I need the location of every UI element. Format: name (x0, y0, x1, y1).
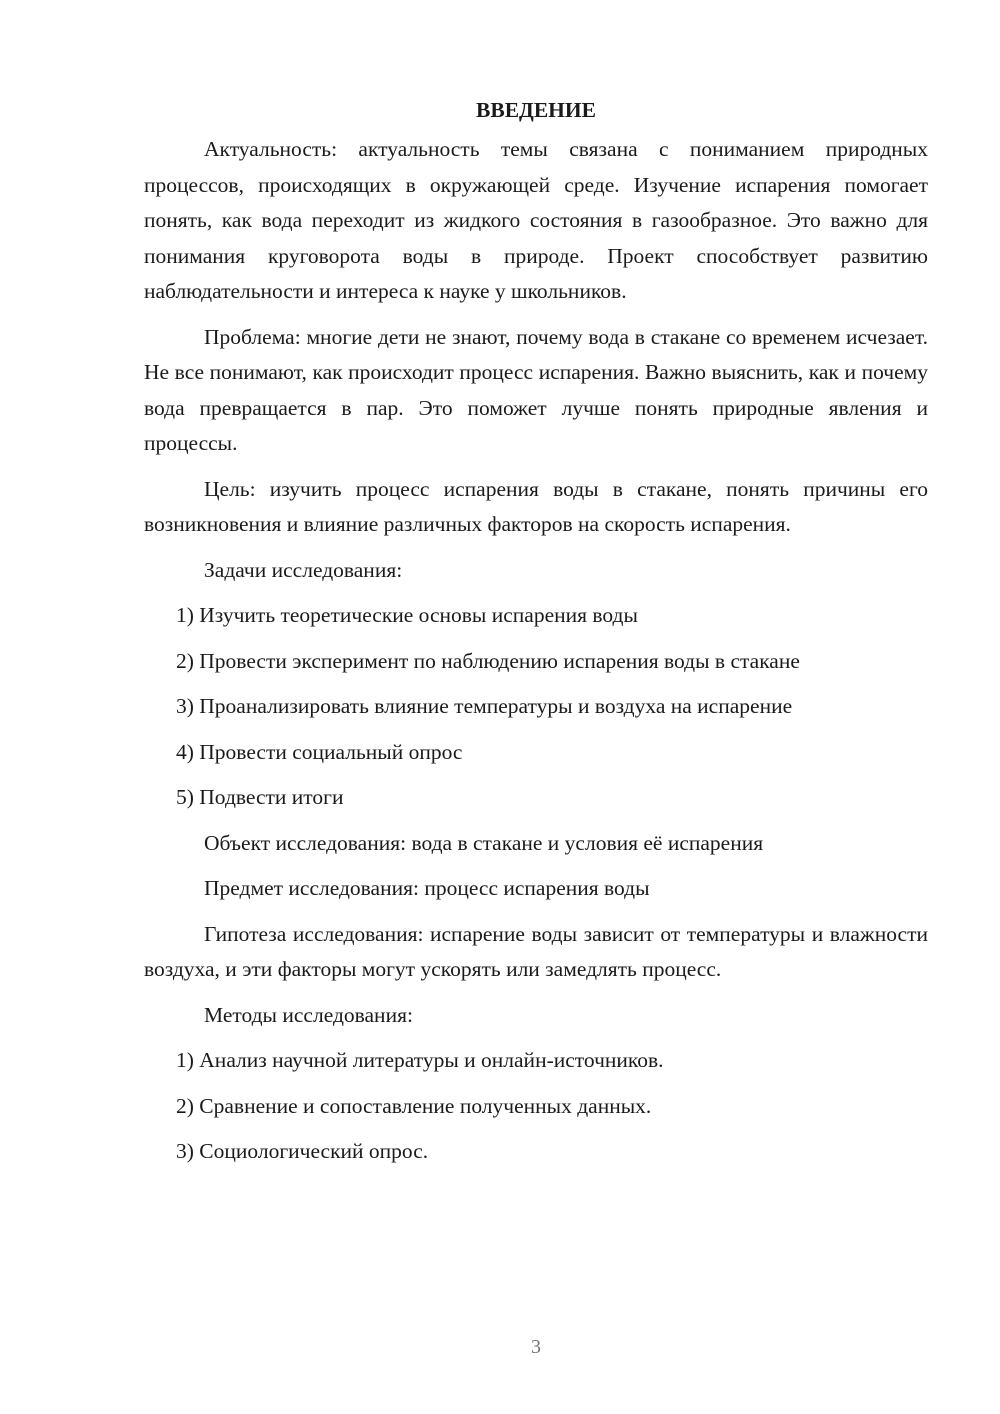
list-item: 2) Провести эксперимент по наблюдению испарения воды в стакане (176, 648, 800, 673)
tasks-list (144, 598, 928, 816)
page-number: 3 (531, 1336, 541, 1358)
list-item: 3) Социологический опрос. (176, 1139, 429, 1163)
object-paragraph: Объект исследования: вода в стакане и условия её испарения (204, 830, 764, 855)
problem-paragraph: Проблема: многие дети не знают, почему вода в стакане со временем исчезает. Не все понимают, как происходит процесс испарения. Важно выяснить, как и почему вода превращается в пар. Это поможет лучше понять природные явления и процессы. (144, 324, 928, 455)
methods-list (144, 1043, 928, 1170)
methods-heading: Методы исследования: (204, 1002, 413, 1027)
subject-paragraph: Предмет исследования: процесс испарения воды (204, 876, 650, 900)
goal-paragraph: Цель: изучить процесс испарения воды в стакане, понять причины его возникновения и влияние различных факторов на скорость испарения. (144, 476, 928, 536)
hypothesis-paragraph: Гипотеза исследования: испарение воды зависит от температуры и влажности воздуха, и эти факторы могут ускорять или замедлять процесс. (144, 921, 928, 981)
list-item: 2) Сравнение и сопоставление полученных данных. (176, 1093, 652, 1118)
list-item: 4) Провести социальный опрос (176, 739, 463, 764)
list-item: 1) Изучить теоретические основы испарения воды (176, 603, 638, 627)
list-item: 5) Подвести итоги (176, 785, 344, 809)
tasks-heading: Задачи исследования: (204, 557, 403, 582)
relevance-paragraph: Актуальность: актуальность темы связана с пониманием природных процессов, происходящих в окружающей среде. Изучение испарения помогает понять, как вода переходит из жидкого состояния в газообразное. Это важно для понимания круговорота воды в природе. Проект способствует развитию наблюдательности и интереса к науке у школьников. (144, 137, 928, 303)
list-item: 3) Проанализировать влияние температуры и воздуха на испарение (176, 694, 793, 718)
document-page (144, 92, 928, 1180)
section-title: ВВЕДЕНИЕ (476, 98, 596, 122)
list-item: 1) Анализ научной литературы и онлайн-источников. (176, 1048, 664, 1072)
